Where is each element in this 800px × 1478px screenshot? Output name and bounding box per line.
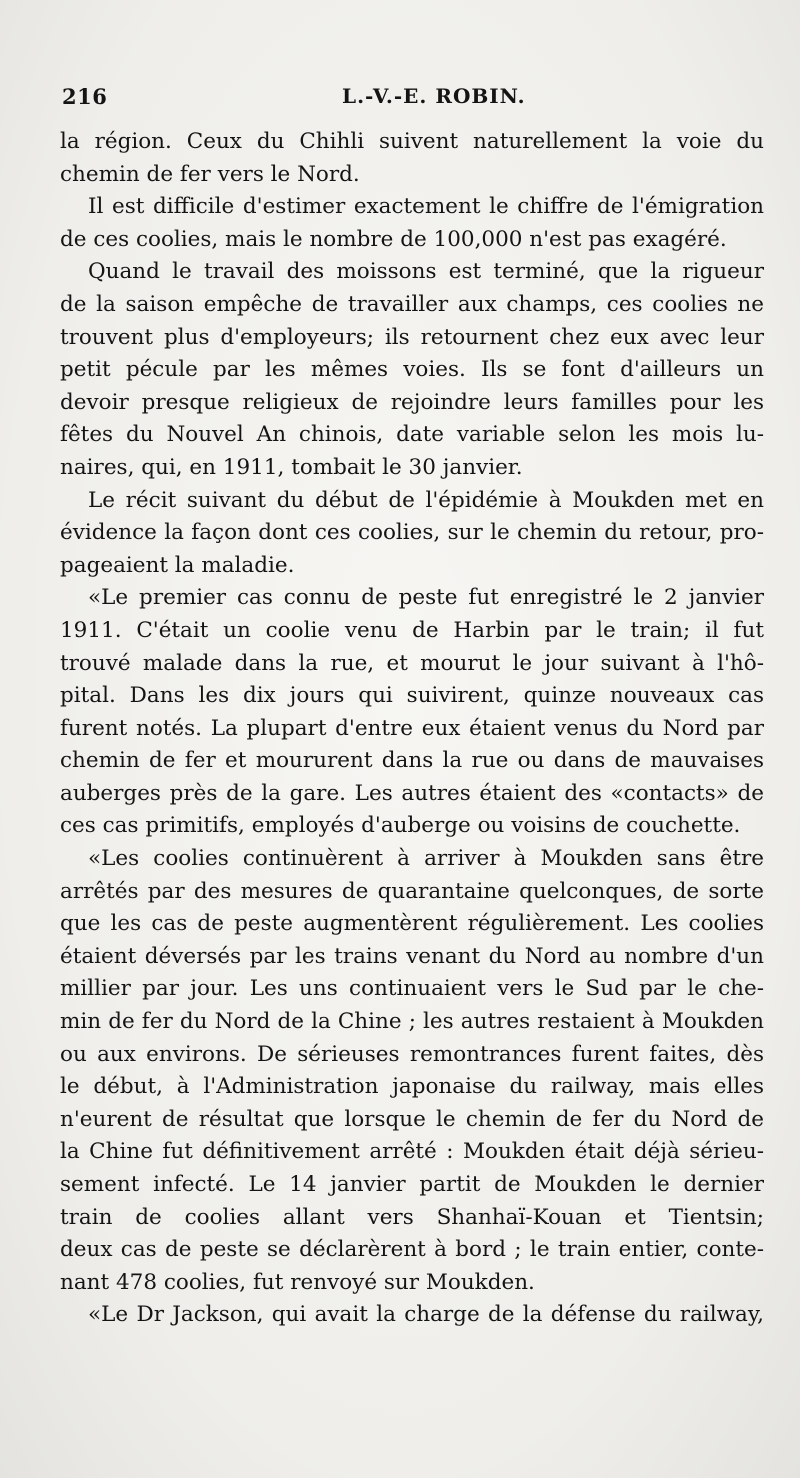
text-line: la région. Ceux du Chihli suivent naturellement la voie du [60,129,764,154]
text-line: Quand le travail des moissons est terminé, que la rigueur [88,259,764,285]
text-line: n'eurent de résultat que lorsque le chemin de fer du Nord de [60,1106,764,1132]
text-line: trouvé malade dans la rue, et mourut le jour suivant à l'hô- [60,650,764,676]
text-line: pageaient la maladie. [60,552,295,578]
text-line: «Les coolies continuèrent à arriver à Moukden sans être [88,846,764,872]
text-line: 1911. C'était un coolie venu de Harbin par le train; il fut [60,617,764,643]
text-line: nant 478 coolies, fut renvoyé sur Moukden. [60,1269,535,1295]
text-line: la Chine fut définitivement arrêté : Moukden était déjà sérieu- [60,1139,764,1165]
text-line: évidence la façon dont ces coolies, sur le chemin du retour, pro- [60,520,764,546]
text-line: fêtes du Nouvel An chinois, date variable selon les mois lu- [60,422,764,448]
text-line: trouvent plus d'employeurs; ils retournent chez eux avec leur [60,324,764,350]
text-line: furent notés. La plupart d'entre eux étaient venus du Nord par [60,715,764,741]
text-line: chemin de fer et moururent dans la rue ou dans de mauvaises [60,748,764,774]
running-head [62,84,762,114]
text-line: sement infecté. Le 14 janvier partit de Moukden le dernier [60,1172,764,1197]
text-line: ou aux environs. De sérieuses remontrances furent faites, dès [60,1041,764,1067]
text-line: pital. Dans les dix jours qui suivirent, quinze nouveaux cas [60,683,764,709]
text-line: petit pécule par les mêmes voies. Ils se font d'ailleurs un [60,357,764,383]
text-line: que les cas de peste augmentèrent régulièrement. Les coolies [60,911,764,937]
text-line: ces cas primitifs, employés d'auberge ou voisins de couchette. [60,813,741,839]
text-line: le début, à l'Administration japonaise du railway, mais elles [60,1074,764,1100]
text-line: devoir presque religieux de rejoindre leurs familles pour les [60,389,764,415]
text-line: naires, qui, en 1911, tombait le 30 janvier. [60,454,523,480]
text-line: «Le premier cas connu de peste fut enregistré le 2 janvier [88,585,764,611]
text-line: étaient déversés par les trains venant du Nord au nombre d'un [60,943,764,969]
text-line: «Le Dr Jackson, qui avait la charge de la défense du railway, [88,1302,764,1328]
body-text [60,126,764,1332]
page-number: 216 [62,84,108,109]
text-line: arrêtés par des mesures de quarantaine quelconques, de sorte [60,878,764,904]
text-line: deux cas de peste se déclarèrent à bord ; le train entier, conte- [60,1237,764,1263]
text-line: de la saison empêche de travailler aux champs, ces coolies ne [60,291,764,317]
text-line: chemin de fer vers le Nord. [60,161,360,187]
text-line: Le récit suivant du début de l'épidémie à Moukden met en [88,487,764,513]
text-line: Il est difficile d'estimer exactement le chiffre de l'émigration [88,194,764,220]
text-line: auberges près de la gare. Les autres étaient des «contacts» de [60,780,764,806]
text-line: train de coolies allant vers Shanhaï-Kouan et Tientsin; [60,1204,764,1230]
text-line: min de fer du Nord de la Chine ; les autres restaient à Moukden [60,1009,764,1035]
text-line: de ces coolies, mais le nombre de 100,000 n'est pas exagéré. [60,226,727,252]
text-line: millier par jour. Les uns continuaient vers le Sud par le che- [60,976,764,1002]
running-title-author: L.-V.-E. ROBIN. [342,84,526,108]
